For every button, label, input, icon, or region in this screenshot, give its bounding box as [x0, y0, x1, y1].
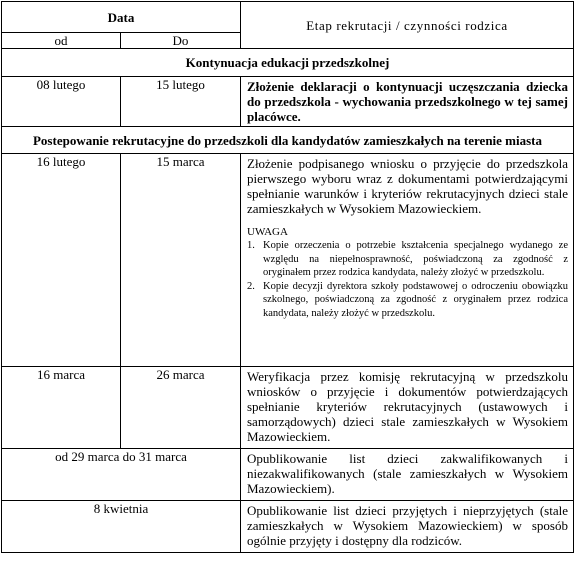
- row-description: Opublikowanie list dzieci zakwalifikowanych i niezakwalifikowanych (stale zamieszkałych w Wysokiem Mazowieckiem).: [241, 449, 574, 501]
- header-data: Data: [2, 2, 241, 33]
- note-text: Kopie decyzji dyrektora szkoły podstawowej o odroczeniu obowiązku szkolnego, poświadczoną za zgodność z oryginałem przez rodzica kandydata, należy złożyć w przedszkolu.: [263, 280, 568, 319]
- table-row: [2, 154, 574, 367]
- header-etap: Etap rekrutacji / czynności rodzica: [241, 2, 574, 49]
- note-item: [247, 280, 568, 321]
- header-do: Do: [121, 33, 241, 49]
- table-row: [2, 501, 574, 553]
- section-title-postepowanie: Postepowanie rekrutacyjne do przedszkoli dla kandydatów zamieszkałych na terenie miasta: [2, 127, 574, 154]
- uwaga-notes: [247, 239, 568, 320]
- note-number: 1.: [247, 240, 255, 251]
- header-od: od: [2, 33, 121, 49]
- uwaga-title: UWAGA: [247, 226, 288, 238]
- note-text: Kopie orzeczenia o potrzebie kształcenia specjalnego wydanego ze względu na niepełnosprawność, poświadczoną za zgodność z oryginałem przez rodzica kandydata, należy złożyć w przedszkolu.: [263, 240, 568, 278]
- date-from: 16 marca: [2, 367, 121, 449]
- section-row: [2, 127, 574, 154]
- date-range: od 29 marca do 31 marca: [2, 449, 241, 501]
- note-item: [247, 239, 568, 280]
- table-row: [2, 77, 574, 127]
- recruitment-schedule-table: [1, 1, 574, 553]
- section-row: [2, 49, 574, 77]
- section-title-kontynuacja: Kontynuacja edukacji przedszkolnej: [2, 49, 574, 77]
- row-description: [241, 154, 574, 367]
- row-description-text: Złożenie podpisanego wniosku o przyjęcie do przedszkola pierwszego wyboru wraz z dokumentami potwierdzającymi spełnianie warunków i kryteriów rekrutacyjnych dzieci stale zamieszkałych w Wysokiem Mazowieckiem.: [247, 156, 568, 216]
- row-description: Opublikowanie list dzieci przyjętych i nieprzyjętych (stale zamieszkałych w Wysokiem Mazowieckiem) w sposób ogólnie przyjęty i dostępny dla rodziców.: [241, 501, 574, 553]
- date-to: 26 marca: [121, 367, 241, 449]
- table-row: [2, 367, 574, 449]
- date-from: 08 lutego: [2, 77, 121, 127]
- date-from: 16 lutego: [2, 154, 121, 367]
- date-single: 8 kwietnia: [2, 501, 241, 553]
- note-number: 2.: [247, 280, 255, 292]
- table-row: [2, 449, 574, 501]
- row-description: Weryfikacja przez komisję rekrutacyjną w przedszkolu wniosków o przyjęcie i dokumentów potwierdzających spełnianie kryteriów rekrutacyjnych (ustawowych i samorządowych) dzieci stale zamieszkałych w Wysokiem Mazowieckiem.: [241, 367, 574, 449]
- date-to: 15 lutego: [121, 77, 241, 127]
- header-row: [2, 2, 574, 33]
- row-description: Złożenie deklaracji o kontynuacji uczęszczania dziecka do przedszkola - wychowania przedszkolnego w tej samej placówce.: [241, 77, 574, 127]
- date-to: 15 marca: [121, 154, 241, 367]
